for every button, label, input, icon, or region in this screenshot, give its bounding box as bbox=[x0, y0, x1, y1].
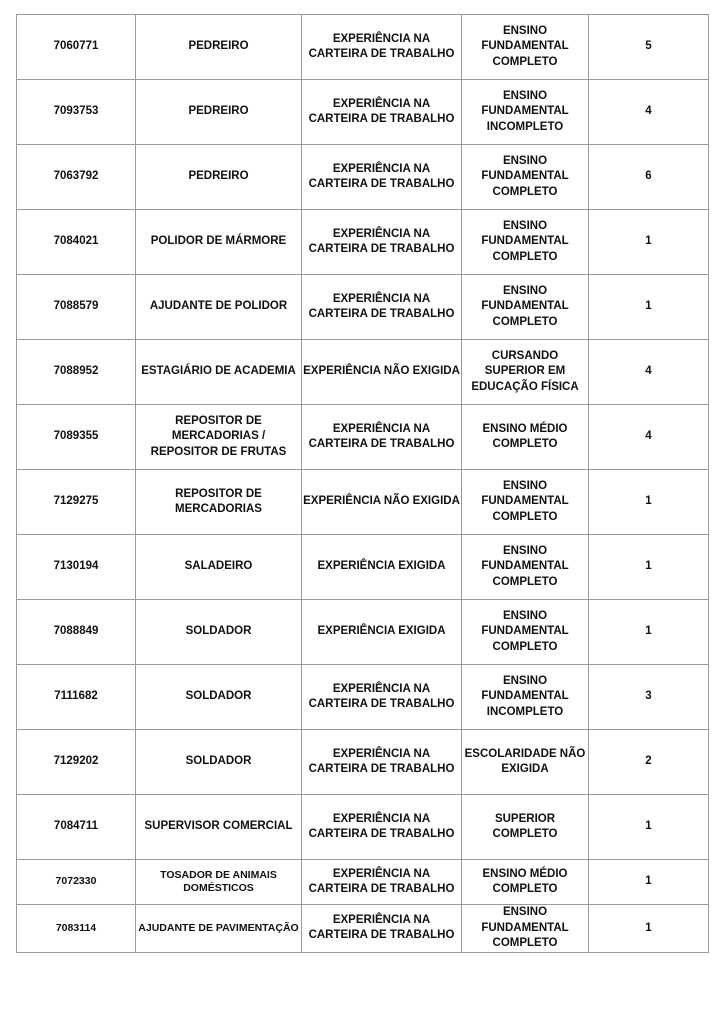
job-code-cell: 7084021 bbox=[17, 210, 136, 275]
job-code-cell: 7130194 bbox=[17, 535, 136, 600]
job-code-cell: 7089355 bbox=[17, 405, 136, 470]
job-vacancies-table bbox=[16, 14, 709, 953]
education-cell: ENSINO FUNDAMENTAL INCOMPLETO bbox=[462, 80, 589, 145]
table-row bbox=[17, 15, 709, 80]
job-role-cell: SOLDADOR bbox=[136, 600, 302, 665]
education-cell: ENSINO FUNDAMENTAL COMPLETO bbox=[462, 535, 589, 600]
table-row bbox=[17, 535, 709, 600]
vacancies-cell: 4 bbox=[589, 340, 709, 405]
education-cell: ENSINO MÉDIO COMPLETO bbox=[462, 860, 589, 905]
job-code-cell: 7088849 bbox=[17, 600, 136, 665]
experience-cell: EXPERIÊNCIA EXIGIDA bbox=[302, 535, 462, 600]
vacancies-cell: 6 bbox=[589, 145, 709, 210]
table-row bbox=[17, 80, 709, 145]
experience-cell: EXPERIÊNCIA NA CARTEIRA DE TRABALHO bbox=[302, 795, 462, 860]
vacancies-cell: 1 bbox=[589, 905, 709, 953]
job-code-cell: 7111682 bbox=[17, 665, 136, 730]
vacancies-cell: 2 bbox=[589, 730, 709, 795]
job-role-cell: AJUDANTE DE PAVIMENTAÇÃO bbox=[136, 905, 302, 953]
experience-cell: EXPERIÊNCIA NA CARTEIRA DE TRABALHO bbox=[302, 405, 462, 470]
table-row bbox=[17, 470, 709, 535]
table-row bbox=[17, 340, 709, 405]
table-row bbox=[17, 600, 709, 665]
table-row bbox=[17, 905, 709, 953]
job-code-cell: 7060771 bbox=[17, 15, 136, 80]
job-role-cell: REPOSITOR DE MERCADORIAS bbox=[136, 470, 302, 535]
job-code-cell: 7072330 bbox=[17, 860, 136, 905]
experience-cell: EXPERIÊNCIA NA CARTEIRA DE TRABALHO bbox=[302, 905, 462, 953]
education-cell: ENSINO FUNDAMENTAL COMPLETO bbox=[462, 600, 589, 665]
education-cell: ENSINO FUNDAMENTAL INCOMPLETO bbox=[462, 665, 589, 730]
vacancies-cell: 1 bbox=[589, 275, 709, 340]
job-code-cell: 7083114 bbox=[17, 905, 136, 953]
education-cell: ENSINO MÉDIO COMPLETO bbox=[462, 405, 589, 470]
job-code-cell: 7129275 bbox=[17, 470, 136, 535]
experience-cell: EXPERIÊNCIA NA CARTEIRA DE TRABALHO bbox=[302, 145, 462, 210]
vacancies-cell: 5 bbox=[589, 15, 709, 80]
education-cell: ESCOLARIDADE NÃO EXIGIDA bbox=[462, 730, 589, 795]
education-cell: ENSINO FUNDAMENTAL COMPLETO bbox=[462, 15, 589, 80]
job-code-cell: 7088579 bbox=[17, 275, 136, 340]
experience-cell: EXPERIÊNCIA EXIGIDA bbox=[302, 600, 462, 665]
experience-cell: EXPERIÊNCIA NA CARTEIRA DE TRABALHO bbox=[302, 210, 462, 275]
job-role-cell: SOLDADOR bbox=[136, 665, 302, 730]
vacancies-cell: 1 bbox=[589, 600, 709, 665]
job-role-cell: SUPERVISOR COMERCIAL bbox=[136, 795, 302, 860]
vacancies-cell: 1 bbox=[589, 535, 709, 600]
job-role-cell: PEDREIRO bbox=[136, 80, 302, 145]
job-role-cell: SALADEIRO bbox=[136, 535, 302, 600]
vacancies-cell: 1 bbox=[589, 795, 709, 860]
vacancies-cell: 1 bbox=[589, 210, 709, 275]
experience-cell: EXPERIÊNCIA NA CARTEIRA DE TRABALHO bbox=[302, 15, 462, 80]
vacancies-cell: 1 bbox=[589, 470, 709, 535]
education-cell: ENSINO FUNDAMENTAL COMPLETO bbox=[462, 145, 589, 210]
experience-cell: EXPERIÊNCIA NÃO EXIGIDA bbox=[302, 340, 462, 405]
table-row bbox=[17, 275, 709, 340]
experience-cell: EXPERIÊNCIA NÃO EXIGIDA bbox=[302, 470, 462, 535]
job-code-cell: 7084711 bbox=[17, 795, 136, 860]
job-code-cell: 7063792 bbox=[17, 145, 136, 210]
table-row bbox=[17, 210, 709, 275]
job-role-cell: PEDREIRO bbox=[136, 145, 302, 210]
vacancies-cell: 1 bbox=[589, 860, 709, 905]
job-role-cell: AJUDANTE DE POLIDOR bbox=[136, 275, 302, 340]
education-cell: SUPERIOR COMPLETO bbox=[462, 795, 589, 860]
table-row bbox=[17, 405, 709, 470]
experience-cell: EXPERIÊNCIA NA CARTEIRA DE TRABALHO bbox=[302, 80, 462, 145]
education-cell: ENSINO FUNDAMENTAL COMPLETO bbox=[462, 275, 589, 340]
job-role-cell: PEDREIRO bbox=[136, 15, 302, 80]
vacancies-cell: 4 bbox=[589, 405, 709, 470]
experience-cell: EXPERIÊNCIA NA CARTEIRA DE TRABALHO bbox=[302, 275, 462, 340]
vacancies-cell: 4 bbox=[589, 80, 709, 145]
job-code-cell: 7088952 bbox=[17, 340, 136, 405]
experience-cell: EXPERIÊNCIA NA CARTEIRA DE TRABALHO bbox=[302, 665, 462, 730]
education-cell: ENSINO FUNDAMENTAL COMPLETO bbox=[462, 210, 589, 275]
table-row bbox=[17, 145, 709, 210]
job-role-cell: SOLDADOR bbox=[136, 730, 302, 795]
job-code-cell: 7093753 bbox=[17, 80, 136, 145]
vacancies-cell: 3 bbox=[589, 665, 709, 730]
table-row bbox=[17, 795, 709, 860]
job-role-cell: REPOSITOR DE MERCADORIAS / REPOSITOR DE FRUTAS bbox=[136, 405, 302, 470]
table-row bbox=[17, 860, 709, 905]
experience-cell: EXPERIÊNCIA NA CARTEIRA DE TRABALHO bbox=[302, 860, 462, 905]
table-row bbox=[17, 665, 709, 730]
education-cell: ENSINO FUNDAMENTAL COMPLETO bbox=[462, 470, 589, 535]
job-role-cell: TOSADOR DE ANIMAIS DOMÉSTICOS bbox=[136, 860, 302, 905]
table-row bbox=[17, 730, 709, 795]
job-role-cell: ESTAGIÁRIO DE ACADEMIA bbox=[136, 340, 302, 405]
job-role-cell: POLIDOR DE MÁRMORE bbox=[136, 210, 302, 275]
job-code-cell: 7129202 bbox=[17, 730, 136, 795]
experience-cell: EXPERIÊNCIA NA CARTEIRA DE TRABALHO bbox=[302, 730, 462, 795]
education-cell: ENSINO FUNDAMENTAL COMPLETO bbox=[462, 905, 589, 953]
education-cell: CURSANDO SUPERIOR EM EDUCAÇÃO FÍSICA bbox=[462, 340, 589, 405]
